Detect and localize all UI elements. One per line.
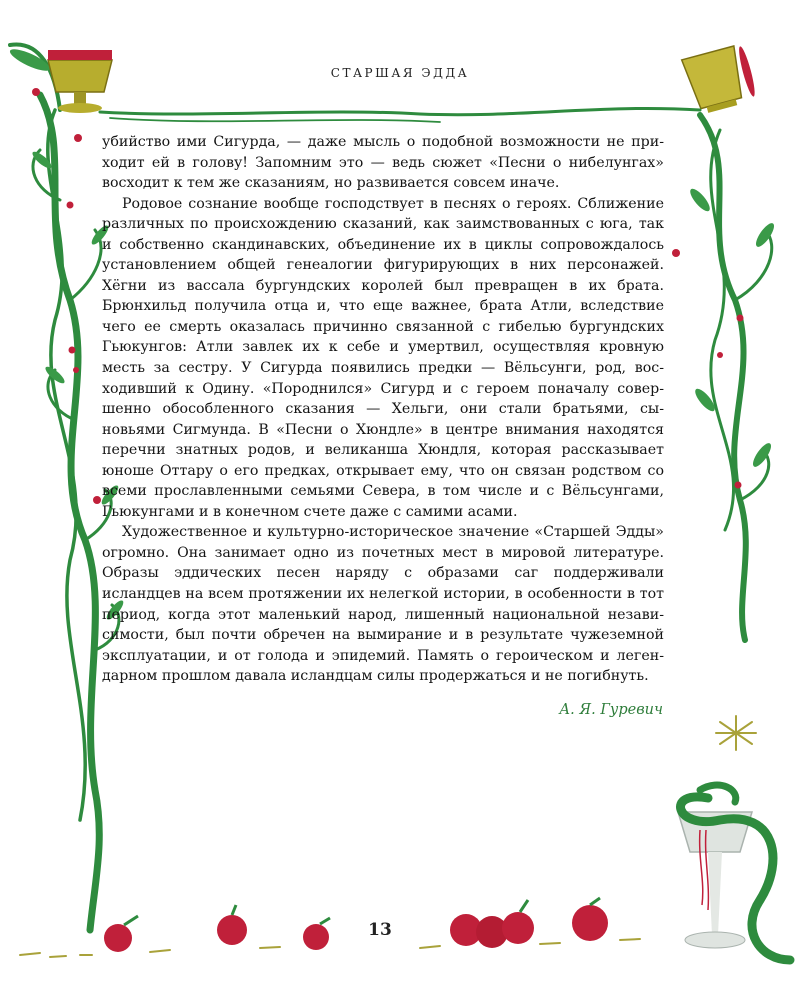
- star-ornament-icon: [716, 716, 756, 750]
- paragraph-1: убийство ими Сигурда, — даже мысль о подобной возможности не приходит ей в голову! Запомним это — ведь сюжет «Песни о нибелунгах» восходит к тем же сказаниям, но развивается совсем иначе.: [102, 134, 664, 192]
- serpent-chalice-illustration: [678, 785, 790, 960]
- paragraph-3: Художественное и культурно-историческое значение «Старшей Эдды» огромно. Она занимает одно из почетных мест в мировой литературе. Образы эддических песен наряду с образами саг поддерживали исландцев на всем протяжении их нелегкой истории, в особенности в тот период, когда этот маленький народ, лишенный национальной независимости, был почти обречен на вымирание и в результате чужеземной эксплуатации, и от голода и эпидемий. Память о героическом и легендарном прошлом давала исландцам силы продержаться и не погибнуть.: [102, 524, 664, 685]
- top-vine-illustration: [100, 108, 700, 122]
- body-text: [102, 132, 664, 687]
- right-vine-illustration: [700, 115, 772, 640]
- page-number: 13: [368, 920, 392, 940]
- right-vine-leaves: [687, 186, 777, 469]
- running-header: СТАРШАЯ ЭДДА: [330, 66, 470, 80]
- paragraph-2: Родовое сознание вообще господствует в песнях о героях. Сближение различных по происхождению сказаний, как заимствованных с юга, так и собственно скандинавских, объединение их в циклы сопровождалось установлением общей генеалогии фигурирующих в них персонажей. Хёгни из вассала бургундских королей был превращен в их брата. Брюнхильд получила отца и, что еще важнее, брата Атли, вследствие чего ее смерть оказалась причинно связанной с гибелью бургундских Гьюкунгов: Атли завлек их к себе и умертвил, осуществляя кровную месть за сестру. У Сигурда появились предки — Вёльсунги, род, восходивший к Одину. «Породнился» Сигурд и с героем поначалу совершенно обособленного сказания — Хельги, они стали братьями, сыновьями Сигмунда. В «Песни о Хюндле» в центре внимания находятся перечни знатных родов, и великанша Хюндля, которая рассказывает юноше Оттару о его предках, открывает ему, что он связан родством со всеми прославленными семьями Севера, в том числе и с Вёльсунгами, Гьюкунгами и в конечном счете даже с самими асами.: [102, 195, 664, 520]
- author-signature: А. Я. Гуревич: [559, 702, 663, 718]
